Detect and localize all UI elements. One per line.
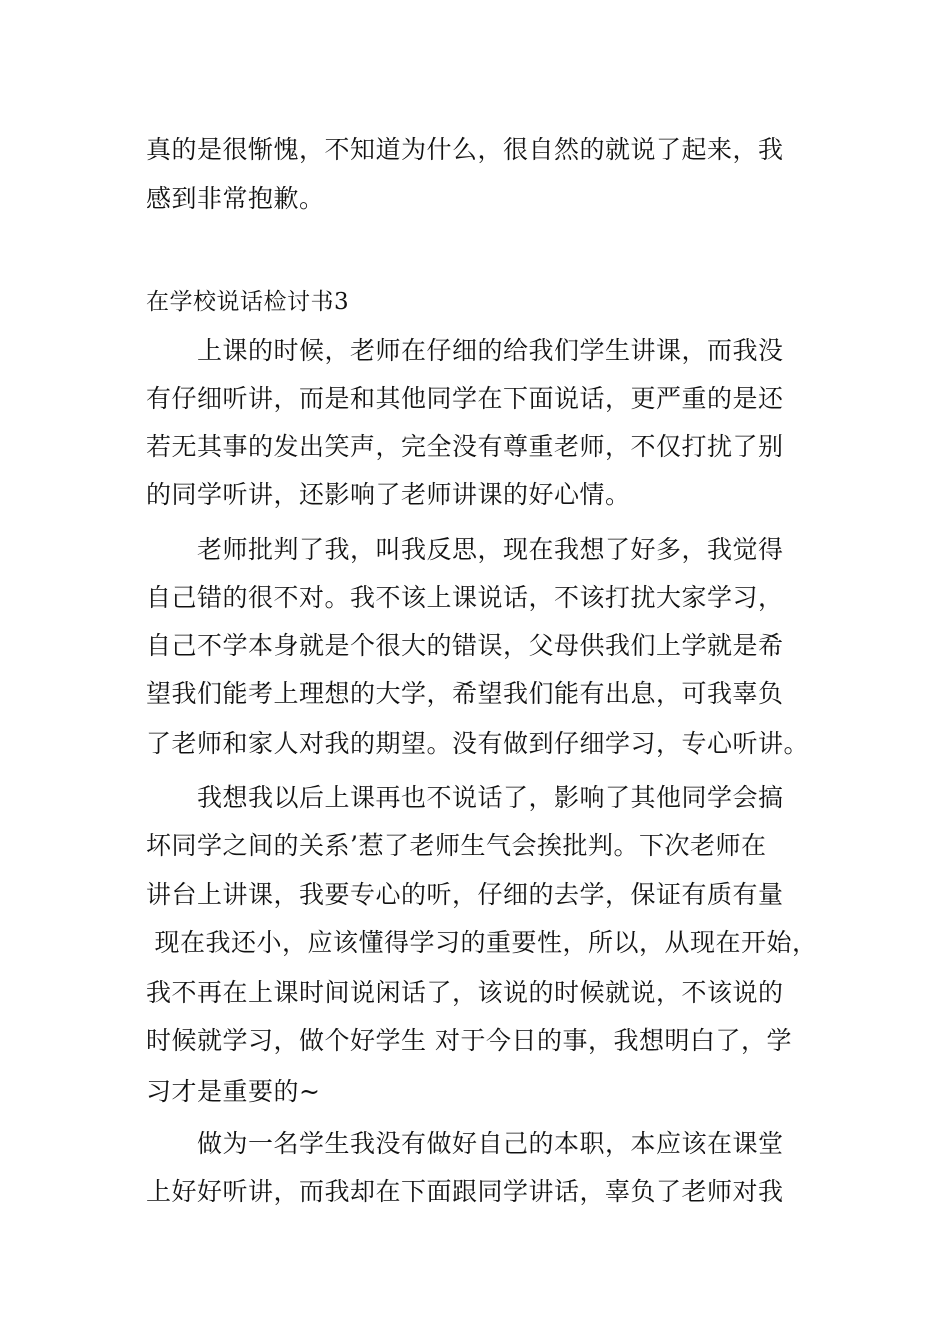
text-line: 我想我以后上课再也不说话了，影响了其他同学会搞 (146, 783, 784, 812)
text-line: 上好好听讲，而我却在下面跟同学讲话，辜负了老师对我 (146, 1177, 784, 1206)
text-line: 真的是很惭愧，不知道为什么，很自然的就说了起来，我 (146, 135, 784, 164)
text-line: 感到非常抱歉。 (146, 184, 325, 213)
text-line: 做为一名学生我没有做好自己的本职，本应该在课堂 (146, 1129, 784, 1158)
text-line: 老师批判了我，叫我反思，现在我想了好多，我觉得 (146, 535, 784, 564)
text-line: 自己不学本身就是个很大的错误，父母供我们上学就是希 (146, 631, 784, 660)
text-line: 讲台上讲课，我要专心的听，仔细的去学，保证有质有量 (146, 880, 784, 909)
text-line: 自己错的很不对。我不该上课说话，不该打扰大家学习， (146, 583, 784, 612)
text-line: 现在我还小，应该懂得学习的重要性，所以，从现在开始， (146, 928, 818, 957)
text-line: 习才是重要的~ (146, 1077, 321, 1106)
text-line: 的同学听讲，还影响了老师讲课的好心情。 (146, 480, 631, 509)
text-line: 有仔细听讲，而是和其他同学在下面说话，更严重的是还 (146, 384, 784, 413)
text-line: 若无其事的发出笑声，完全没有尊重老师，不仅打扰了别 (146, 432, 784, 461)
text-line: 坏同学之间的关系’惹了老师生气会挨批判。下次老师在 (146, 831, 767, 860)
text-line: 望我们能考上理想的大学，希望我们能有出息，可我辜负 (146, 679, 784, 708)
text-line: 了老师和家人对我的期望。没有做到仔细学习，专心听讲。 (146, 729, 810, 758)
text-line: 上课的时候，老师在仔细的给我们学生讲课，而我没 (146, 336, 784, 365)
section-heading: 在学校说话检讨书3 (146, 289, 350, 315)
text-line: 时候就学习，做个好学生 对于今日的事，我想明白了，学 (146, 1026, 792, 1055)
text-line: 我不再在上课时间说闲话了，该说的时候就说，不该说的 (146, 978, 784, 1007)
